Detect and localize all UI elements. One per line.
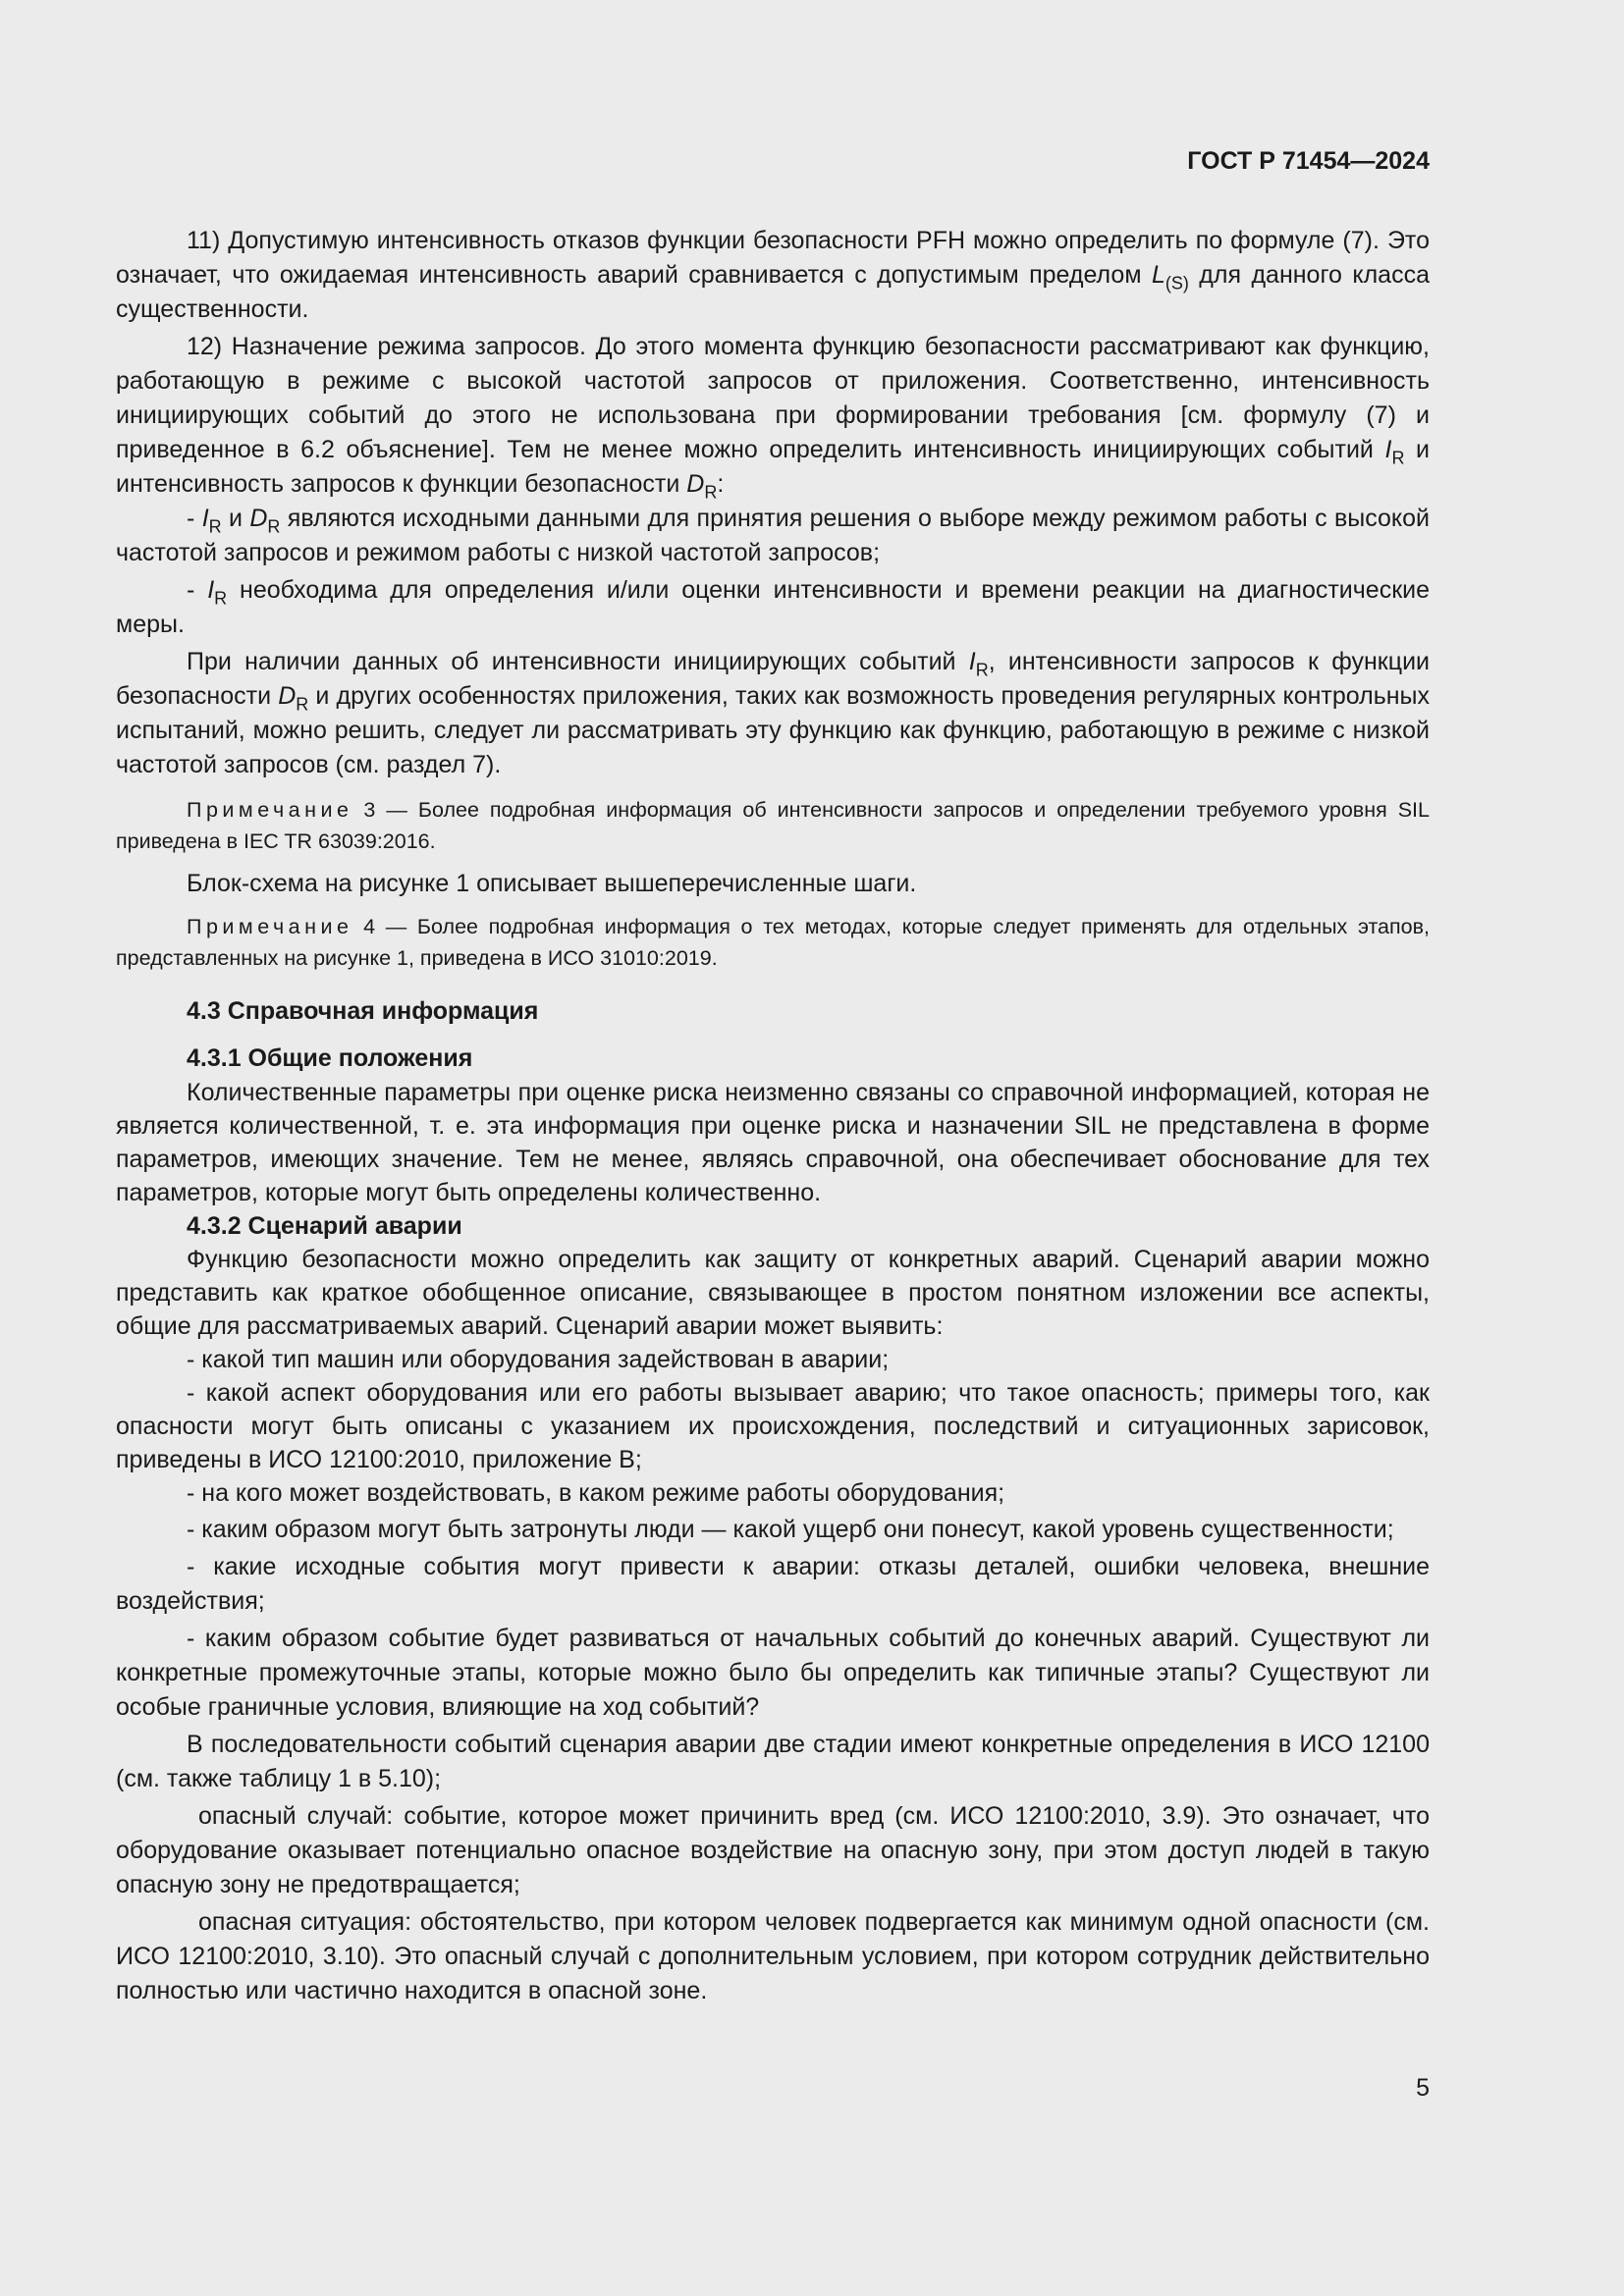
text: 11) Допустимую интенсивность отказов функции безопасности PFH можно определить по формуле (7). Это означает, что ожидаемая интенсивность аварий сравнивается с допустимым пределом [116,227,1430,289]
page-body [116,224,1430,2008]
page-number: 5 [1416,2074,1430,2102]
list-item: - какой аспект оборудования или его работы вызывает аварию; что такое опасность; примеры того, как опасности могут быть описаны с указанием их происхождения, последствий и ситуационных зарисовок, приведены в ИСО 12100:2010, приложение B; [116,1379,1430,1473]
list-item: - на кого может воздействовать, в каком режиме работы оборудования; [187,1479,1005,1507]
symbol-l: L [1151,261,1165,289]
text: и интенсивность запросов к функции безопасности [116,436,1430,498]
heading-4-3-2: 4.3.2 Сценарий аварии [187,1212,462,1240]
symbol-i: I [207,576,215,604]
bullet-ir-diagnostics [116,573,1430,642]
paragraph-4-3-1: Количественные параметры при оценке риска неизменно связаны со справочной информацией, которая не является количественной, т. е. эта информация при оценке риска и назначении SIL не представлена в форме параметров, имеющих значение. Тем не менее, являясь справочной, она обеспечивает обоснование для тех параметров, которые могут быть определены количественно. [116,1079,1430,1206]
subscript-r: R [267,516,281,537]
text: и других особенностях приложения, таких как возможность проведения регулярных контрольных испытаний, можно решить, следует ли рассматривать эту функцию как функцию, работающую в режиме с низкой частотой запросов (см. раздел 7). [116,682,1430,778]
subscript-r: R [208,516,222,537]
text: являются исходными данными для принятия решения о выборе между режимом работы с высокой частотой запросов и режимом работы с низкой частотой запросов; [116,505,1430,566]
text: : [717,470,725,498]
bullet-dash: - [187,505,202,532]
symbol-d: D [249,505,268,532]
note-label: Примечание [187,915,353,938]
availability-paragraph [116,645,1430,782]
item-11-paragraph [116,224,1430,327]
note-3 [116,794,1430,857]
heading-4-3-1: 4.3.1 Общие положения [187,1044,473,1072]
text: для данного класса существенности. [116,261,1430,323]
symbol-i: I [1384,436,1392,463]
bullet-dash: - [187,576,208,604]
note-4 [116,911,1430,974]
subscript-s: (S) [1164,273,1189,294]
text: и [221,505,250,532]
note-text: 4 — Более подробная информация о тех методах, которые следует применять для отдельных этапов, представленных на рисунке 1, приведена в ИСО 31010:2019. [116,915,1430,970]
document-code: ГОСТ Р 71454—2024 [1187,147,1430,175]
subscript-r: R [975,660,989,680]
block-diagram-paragraph: Блок-схема на рисунке 1 описывает вышеперечисленные шаги. [187,870,917,897]
hazardous-event-definition: опасный случай: событие, которое может причинить вред (см. ИСО 12100:2010, 3.9). Это означает, что оборудование оказывает потенциально опасное воздействие на опасную зону, при этом доступ людей в такую опасную зону не предотвращается; [116,1802,1430,1898]
paragraph-4-3-2: Функцию безопасности можно определить как защиту от конкретных аварий. Сценарий аварии можно представить как краткое обобщенное описание, связывающее в простом понятном изложении все аспекты, общие для рассматриваемых аварий. Сценарий аварии может выявить: [116,1246,1430,1340]
symbol-i: I [968,648,976,675]
bullet-ir-dr [116,502,1430,570]
hazardous-situation-definition: опасная ситуация: обстоятельство, при котором человек подвергается как минимум одной опасности (см. ИСО 12100:2010, 3.10). Это опасный случай с дополнительным условием, при котором сотрудник действительно полностью или частично находится в опасной зоне. [116,1908,1430,2004]
text: необходима для определения и/или оценки интенсивности и времени реакции на диагностические меры. [116,576,1430,638]
note-label: Примечание [187,798,353,822]
symbol-d: D [686,470,705,498]
text: 12) Назначение режима запросов. До этого момента функцию безопасности рассматривают как функцию, работающую в режиме с высокой частотой запросов от приложения. Соответственно, интенсивность инициирующих событий до этого не использована при формировании требования [см. формулу (7) и приведенное в 6.2 объяснение]. Тем не менее можно определить интенсивность инициирующих событий [116,333,1430,463]
text: При наличии данных об интенсивности инициирующих событий [187,648,969,675]
symbol-i: I [201,505,209,532]
list-item: - какие исходные события могут привести к аварии: отказы деталей, ошибки человека, внешние воздействия; [116,1553,1430,1615]
sequence-paragraph: В последовательности событий сценария аварии две стадии имеют конкретные определения в ИСО 12100 (см. также таблицу 1 в 5.10); [116,1731,1430,1792]
subscript-r: R [1391,448,1405,468]
list-item: - какой тип машин или оборудования задействован в аварии; [187,1346,890,1373]
symbol-d: D [278,682,297,710]
list-item: - каким образом могут быть затронуты люди — какой ущерб они понесут, какой уровень существенности; [187,1516,1394,1543]
list-item: - каким образом событие будет развиваться от начальных событий до конечных аварий. Существуют ли конкретные промежуточные этапы, которые можно было бы определить как типичные этапы? Существуют ли особые граничные условия, влияющие на ход событий? [116,1625,1430,1721]
subscript-r: R [214,588,228,609]
note-text: 3 — Более подробная информация об интенсивности запросов и определении требуемого уровня SIL приведена в IEC TR 63039:2016. [116,798,1430,853]
item-12-paragraph [116,330,1430,502]
heading-4-3: 4.3 Справочная информация [187,997,539,1025]
subscript-r: R [296,694,309,715]
subscript-r: R [704,482,718,503]
text: , интенсивности запросов к функции безопасности [116,648,1430,710]
